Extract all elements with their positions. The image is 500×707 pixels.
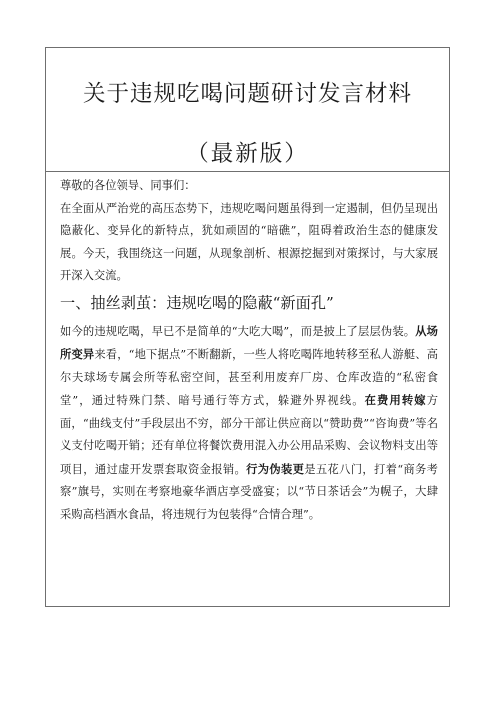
section-paragraph — [60, 320, 438, 527]
bold-keyword-venue: 从场所变异 — [60, 323, 438, 361]
section-heading: 一、抽丝剥茧：违规吃喝的隐蔽“新面孔” — [60, 293, 334, 312]
text-venue: 来看，“地下据点”不断翻新，一些人将吃喝阵地转移至私人游艇、高尔夫球场专属会所等私密空间，甚至利用废弃厂房、仓库改造的“私密食堂”，通过特殊门禁、暗号通行等方式，躲避外界视线。 — [60, 348, 438, 407]
title-cell — [46, 48, 449, 172]
text-disguise: 是五花八门，打着“商务考察”旗号，实则在考察地豪华酒店享受盛宴；以“节日茶话会”为幌子，大肆采购高档酒水食品，将违规行为包装得“合情合理”。 — [60, 462, 438, 521]
document-table — [45, 47, 450, 607]
document-subtitle: （最新版） — [186, 141, 309, 167]
greeting: 尊敬的各位领导、同事们： — [60, 179, 196, 192]
text-expense: 方面，“曲线支付”手段层出不穷，部分干部让供应商以“赞助费”“咨询费”等名义支付吃喝开销；还有单位将餐饮费用混入办公用品采购、会议物料支出等项目，通过虚开发票套取资金报销。 — [60, 394, 438, 476]
lead-text: 如今的违规吃喝，早已不是简单的“大吃大喝”，而是披上了层层伪装。 — [60, 324, 416, 338]
bold-keyword-expense: 在费用转嫁 — [364, 393, 427, 407]
bold-keyword-disguise: 行为伪装更 — [246, 461, 305, 476]
intro-paragraph: 在全面从严治党的高压态势下，违规吃喝问题虽得到一定遏制，但仍呈现出隐蔽化、变异化的新特点，犹如顽固的“暗礁”，阻碍着政治生态的健康发展。今天，我围绕这一问题，从现象剖析、根源挖掘到对策探讨，与大家展开深入交流。 — [60, 201, 438, 282]
document-title: 关于违规吃喝问题研讨发言材料 — [82, 81, 412, 107]
document-body — [60, 174, 438, 526]
